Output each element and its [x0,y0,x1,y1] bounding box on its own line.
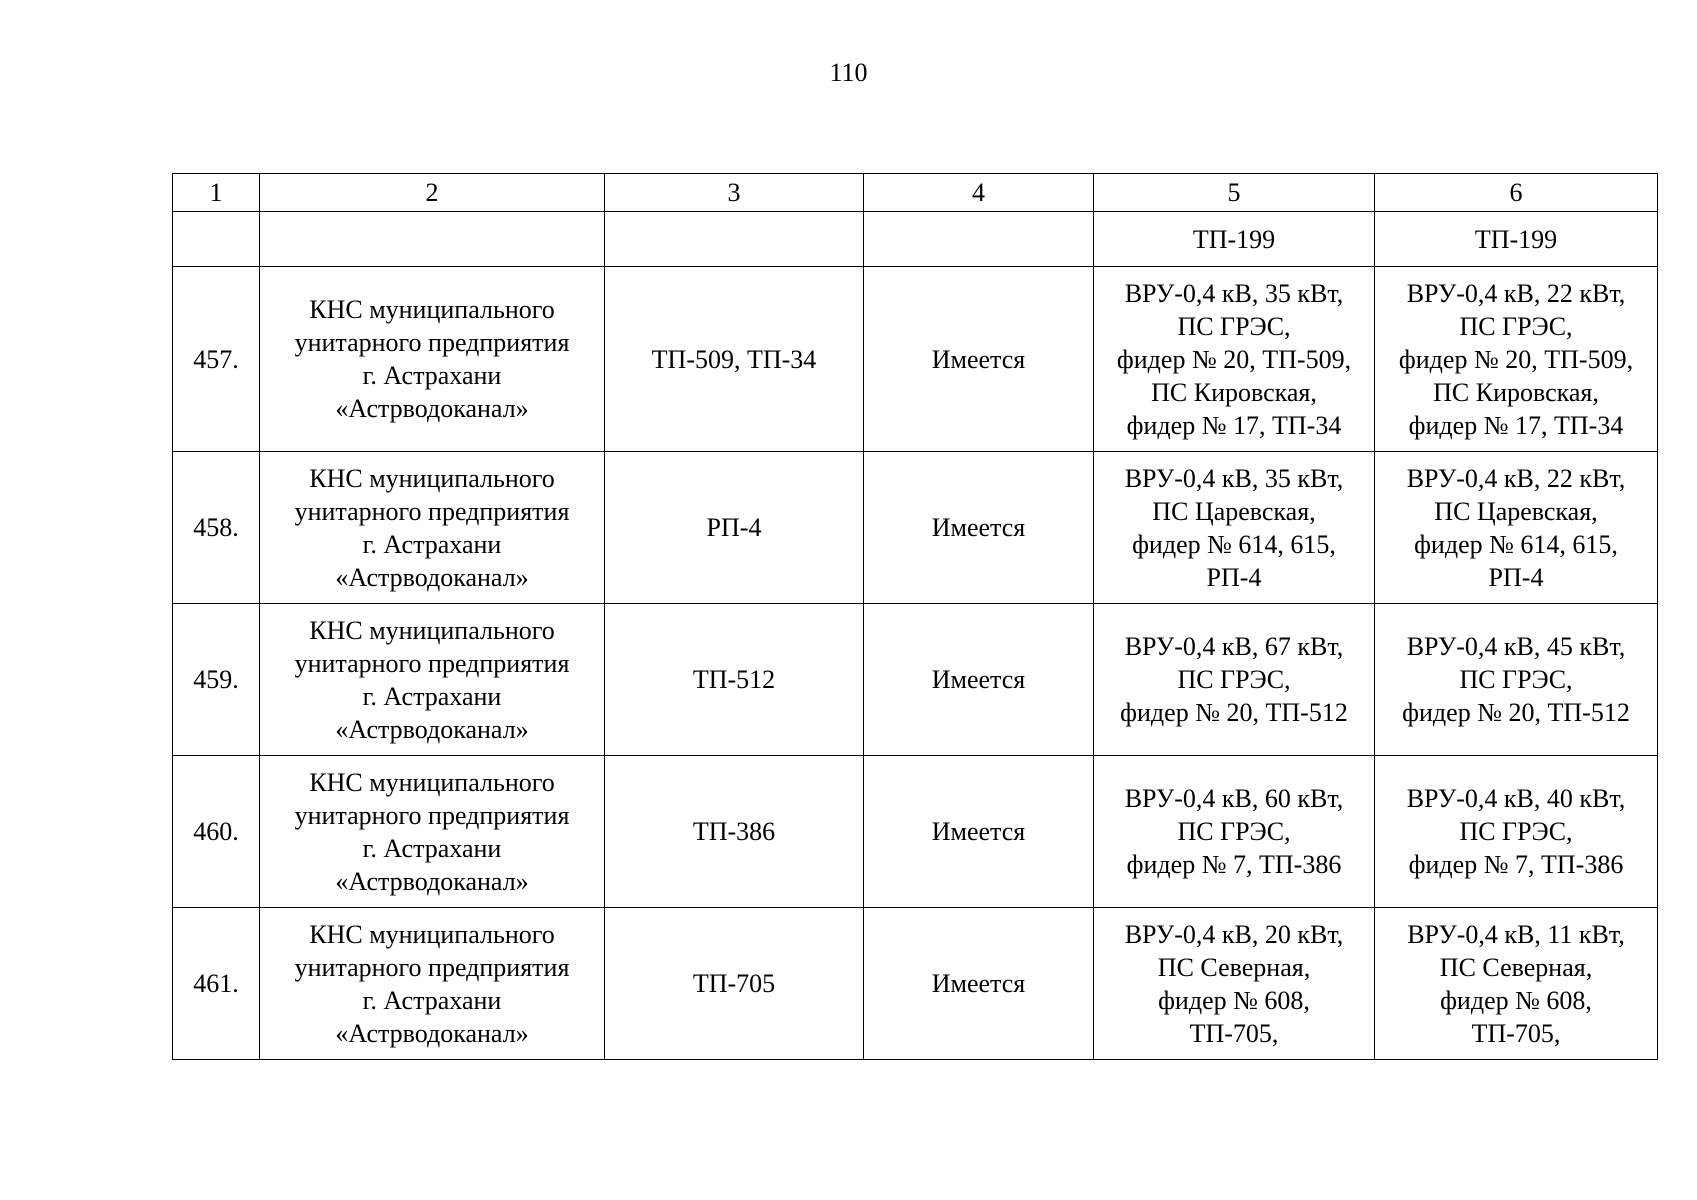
object-name-line: «Астрводоканал» [335,866,529,896]
source-cell: ТП-509, ТП-34 [605,267,864,452]
column-number-row [173,174,1658,212]
table-row [173,756,1658,908]
object-name-line: унитарного предприятия [294,952,570,982]
capacity-cell-6 [1375,756,1658,908]
power-supply-table [172,173,1658,1060]
capacity-line: фидер № 17, ТП-34 [1408,410,1624,440]
table-row [173,452,1658,604]
object-name-line: «Астрводоканал» [335,714,529,744]
capacity-line: ВРУ-0,4 кВ, 22 кВт, [1406,278,1626,308]
source-cell: ТП-386 [605,756,864,908]
capacity-line: ВРУ-0,4 кВ, 11 кВт, [1407,919,1625,949]
capacity-line: РП-4 [1206,562,1262,592]
capacity-line: ПС ГРЭС, [1177,311,1291,341]
continuation-cell: ТП-199 [1094,212,1375,267]
availability-cell: Имеется [864,908,1094,1060]
object-name-line: «Астрводоканал» [335,1018,529,1048]
column-number-cell: 5 [1094,174,1375,212]
continuation-row [173,212,1658,267]
capacity-line: ВРУ-0,4 кВ, 40 кВт, [1406,784,1626,813]
capacity-line: фидер № 7, ТП-386 [1126,850,1342,879]
column-number-cell: 6 [1375,174,1658,212]
capacity-line: ПС ГРЭС, [1177,817,1291,846]
object-name-line: «Астрводоканал» [335,562,529,592]
capacity-line: ПС ГРЭС, [1459,311,1573,341]
capacity-cell-5 [1094,908,1375,1060]
capacity-line: ВРУ-0,4 кВ, 35 кВт, [1124,463,1344,493]
table-row [173,267,1658,452]
capacity-line: ПС Северная, [1157,952,1311,982]
capacity-line: фидер № 7, ТП-386 [1408,850,1624,879]
capacity-line: ВРУ-0,4 кВ, 67 кВт, [1124,632,1344,661]
availability-cell: Имеется [864,452,1094,604]
capacity-line: ТП-705, [1189,1018,1279,1048]
object-name-line: г. Астрахани [362,361,502,390]
object-name-line: КНС муниципального [309,295,555,324]
object-name-line: г. Астрахани [362,529,502,559]
capacity-line: ПС Кировская, [1433,377,1599,407]
availability-cell: Имеется [864,756,1094,908]
capacity-line: фидер № 20, ТП-509, [1398,344,1634,374]
capacity-line: ВРУ-0,4 кВ, 20 кВт, [1124,919,1344,949]
capacity-cell-5 [1094,604,1375,756]
continuation-cell [260,212,605,267]
availability-cell: Имеется [864,604,1094,756]
capacity-cell-5 [1094,452,1375,604]
capacity-cell-5 [1094,267,1375,452]
capacity-line: ВРУ-0,4 кВ, 45 кВт, [1406,632,1626,661]
capacity-line: фидер № 20, ТП-509, [1116,344,1352,374]
capacity-line: фидер № 20, ТП-512 [1120,698,1348,727]
capacity-line: фидер № 20, ТП-512 [1402,698,1630,727]
continuation-cell [605,212,864,267]
capacity-line: фидер № 614, 615, [1132,529,1336,559]
source-cell: ТП-705 [605,908,864,1060]
continuation-cell: ТП-199 [1375,212,1658,267]
column-number-cell: 4 [864,174,1094,212]
capacity-line: ВРУ-0,4 кВ, 60 кВт, [1124,784,1344,813]
capacity-line: ПС ГРЭС, [1177,665,1291,694]
row-number-cell: 459. [173,604,260,756]
capacity-line: ПС ГРЭС, [1459,817,1573,846]
capacity-cell-6 [1375,908,1658,1060]
object-name-line: «Астрводоканал» [335,394,529,423]
object-name-cell [260,452,605,604]
continuation-cell [173,212,260,267]
row-number-cell: 460. [173,756,260,908]
column-number-cell: 3 [605,174,864,212]
capacity-line: фидер № 614, 615, [1414,529,1618,559]
object-name-line: КНС муниципального [309,767,555,797]
object-name-line: унитарного предприятия [294,496,570,526]
table-row [173,908,1658,1060]
capacity-line: ВРУ-0,4 кВ, 22 кВт, [1406,463,1626,493]
capacity-line: фидер № 608, [1158,985,1310,1015]
object-name-line: унитарного предприятия [294,800,570,830]
object-name-line: г. Астрахани [362,833,502,863]
capacity-cell-5 [1094,756,1375,908]
capacity-cell-6 [1375,267,1658,452]
source-cell: ТП-512 [605,604,864,756]
availability-cell: Имеется [864,267,1094,452]
column-number-cell: 1 [173,174,260,212]
object-name-cell [260,908,605,1060]
object-name-line: КНС муниципального [309,615,555,645]
capacity-line: фидер № 608, [1440,985,1592,1015]
capacity-line: фидер № 17, ТП-34 [1126,410,1342,440]
object-name-line: унитарного предприятия [294,648,570,678]
table-row [173,604,1658,756]
continuation-cell [864,212,1094,267]
object-name-line: КНС муниципального [309,463,555,493]
object-name-cell [260,267,605,452]
capacity-line: ПС Царевская, [1434,496,1598,526]
capacity-line: ВРУ-0,4 кВ, 35 кВт, [1124,278,1344,308]
capacity-line: ПС Царевская, [1152,496,1316,526]
capacity-line: РП-4 [1488,562,1544,592]
page-number: 110 [829,58,868,87]
object-name-cell [260,604,605,756]
capacity-line: ПС Кировская, [1151,377,1317,407]
source-cell: РП-4 [605,452,864,604]
row-number-cell: 461. [173,908,260,1060]
capacity-line: ПС Северная, [1439,952,1593,982]
capacity-cell-6 [1375,604,1658,756]
object-name-line: г. Астрахани [362,681,502,711]
object-name-line: унитарного предприятия [294,328,570,357]
capacity-cell-6 [1375,452,1658,604]
object-name-cell [260,756,605,908]
object-name-line: КНС муниципального [309,919,555,949]
row-number-cell: 458. [173,452,260,604]
row-number-cell: 457. [173,267,260,452]
column-number-cell: 2 [260,174,605,212]
capacity-line: ПС ГРЭС, [1459,665,1573,694]
object-name-line: г. Астрахани [362,985,502,1015]
capacity-line: ТП-705, [1471,1018,1561,1048]
